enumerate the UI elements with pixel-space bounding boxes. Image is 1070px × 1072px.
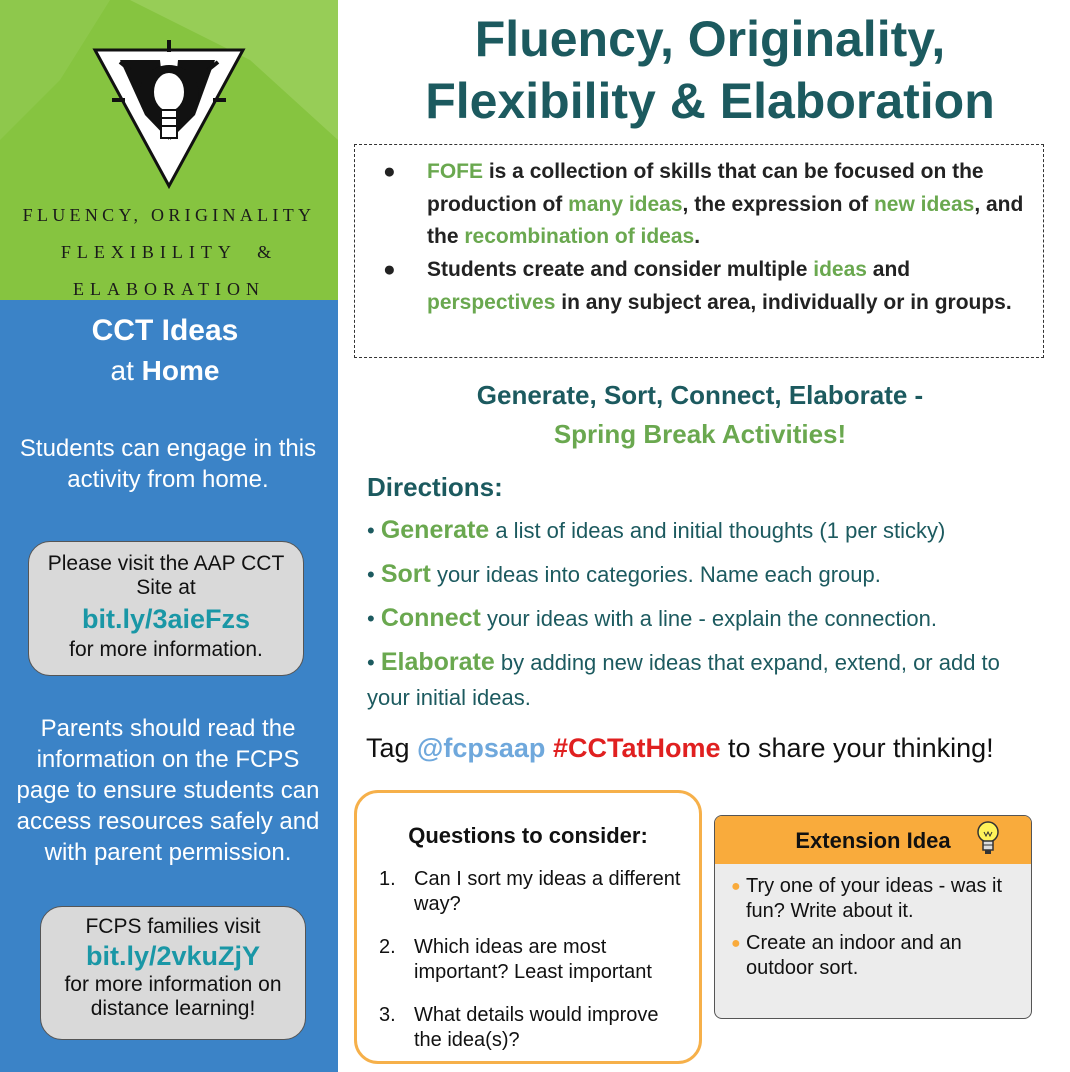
sidebar: [0, 0, 338, 1072]
direction-item: [367, 601, 1037, 636]
subtitle-prefix: at: [110, 355, 142, 386]
questions-box: [354, 790, 702, 1064]
logo-text-line-1: FLUENCY, ORIGINALITY: [22, 205, 316, 225]
direction-bullet: •: [367, 650, 381, 675]
question-text: Can I sort my ideas a different way?: [414, 868, 681, 915]
bullet-fragment: Students: [427, 258, 517, 281]
direction-text: by adding new ideas that expand, extend, or add to your initial ideas.: [367, 650, 1000, 710]
highlight-keyword: ideas: [813, 258, 867, 281]
sidebar-subtitle: [0, 355, 330, 387]
extension-text: Create an indoor and an outdoor sort.: [746, 932, 962, 979]
fofe-logo: [0, 0, 338, 300]
bullet-fragment: and: [866, 258, 911, 281]
direction-keyword: Elaborate: [380, 648, 495, 676]
sidebar-parents-text: Parents should read the information on the FCPS page to ensure students can access resources safely and with parent permission.: [16, 715, 320, 866]
logo-text-line-3: ELABORATION: [73, 279, 265, 299]
aap-box-pre: Please visit the AAP CCT Site at: [47, 552, 285, 599]
logo-text-line-2: FLEXIBILITY &: [60, 242, 278, 262]
question-number: 3.: [379, 1004, 396, 1026]
social-tag-line: [366, 733, 994, 764]
title-line-1: Fluency, Originality,: [474, 11, 946, 67]
fcps-box-pre: FCPS families visit: [85, 915, 261, 938]
highlight-keyword: perspectives: [427, 290, 556, 314]
bullet-text: [427, 254, 1027, 319]
highlight-keyword: FOFE: [427, 160, 483, 183]
activity-heading: [350, 376, 1050, 454]
sidebar-intro: Students can engage in this activity from home.: [19, 435, 317, 493]
sidebar-title: CCT Ideas: [91, 314, 239, 347]
question-text: What details would improve the idea(s)?: [414, 1004, 659, 1051]
aap-box-post: for more information.: [69, 638, 263, 661]
bullet-fragment: is a collection of skills that can be focused on the production of: [427, 160, 984, 216]
direction-text: a list of ideas and initial thoughts (1 per sticky): [489, 518, 946, 543]
direction-text: your ideas with a line - explain the connection.: [480, 606, 937, 631]
direction-item: [367, 645, 1017, 715]
direction-bullet: •: [367, 562, 381, 587]
question-number: 1.: [379, 868, 396, 890]
extension-bullet: ●: [731, 935, 741, 952]
hashtag[interactable]: #CCTatHome: [552, 733, 721, 763]
direction-item: [367, 557, 1037, 592]
bullet-fragment: create and consider multiple: [516, 258, 814, 281]
bullet-dot: ●: [383, 160, 396, 183]
direction-text: your ideas into categories. Name each group.: [430, 562, 881, 587]
tag-prefix: Tag: [366, 733, 418, 763]
extension-header: [715, 816, 1031, 864]
lightbulb-icon: [973, 818, 1003, 858]
bullet-fragment: in any subject area, individually or in groups.: [555, 290, 1012, 314]
bullet-dot: ●: [383, 258, 396, 281]
direction-keyword: Sort: [380, 560, 431, 588]
title-line-2: Flexibility & Elaboration: [425, 73, 995, 129]
extension-box: [714, 815, 1032, 1019]
twitter-handle[interactable]: @fcpsaap: [417, 733, 546, 763]
fcps-box: [40, 906, 306, 1040]
tag-space: [545, 733, 553, 763]
lightbulb-triangle-logo-icon: [0, 0, 338, 205]
bullet-fragment: , the expression of: [682, 192, 874, 216]
fcps-link[interactable]: bit.ly/2vkuZjY: [85, 941, 261, 971]
direction-keyword: Generate: [380, 516, 490, 544]
fcps-box-post: for more information on distance learning!: [64, 973, 282, 1020]
direction-item: [367, 513, 1037, 548]
question-text: Which ideas are most important? Least important: [414, 936, 652, 983]
aap-site-box: [28, 541, 304, 676]
bullet-fragment: , and the: [427, 192, 1024, 248]
direction-bullet: •: [367, 518, 381, 543]
extension-text: Try one of your ideas - was it fun? Write about it.: [746, 875, 1003, 922]
questions-title: Questions to consider:: [408, 823, 648, 848]
highlight-keyword: many ideas: [568, 192, 683, 216]
extension-bullet: ●: [731, 878, 741, 895]
activity-heading-line-2: Spring Break Activities!: [553, 419, 847, 449]
directions-title: Directions:: [367, 472, 503, 502]
fofe-description-box: [354, 144, 1044, 358]
highlight-keyword: new ideas: [873, 192, 975, 216]
extension-title: Extension Idea: [795, 828, 951, 853]
page-title: [350, 8, 1070, 132]
bullet-text: [427, 156, 1027, 254]
direction-keyword: Connect: [380, 604, 481, 632]
aap-site-link[interactable]: bit.ly/3aieFzs: [81, 604, 251, 634]
subtitle-home: Home: [141, 355, 220, 386]
direction-bullet: •: [367, 606, 381, 631]
activity-heading-line-1: Generate, Sort, Connect, Elaborate -: [476, 380, 924, 410]
question-number: 2.: [379, 936, 396, 958]
highlight-keyword: recombination of ideas: [464, 225, 695, 248]
tag-suffix: to share your thinking!: [720, 733, 994, 763]
bullet-fragment: .: [694, 225, 701, 248]
